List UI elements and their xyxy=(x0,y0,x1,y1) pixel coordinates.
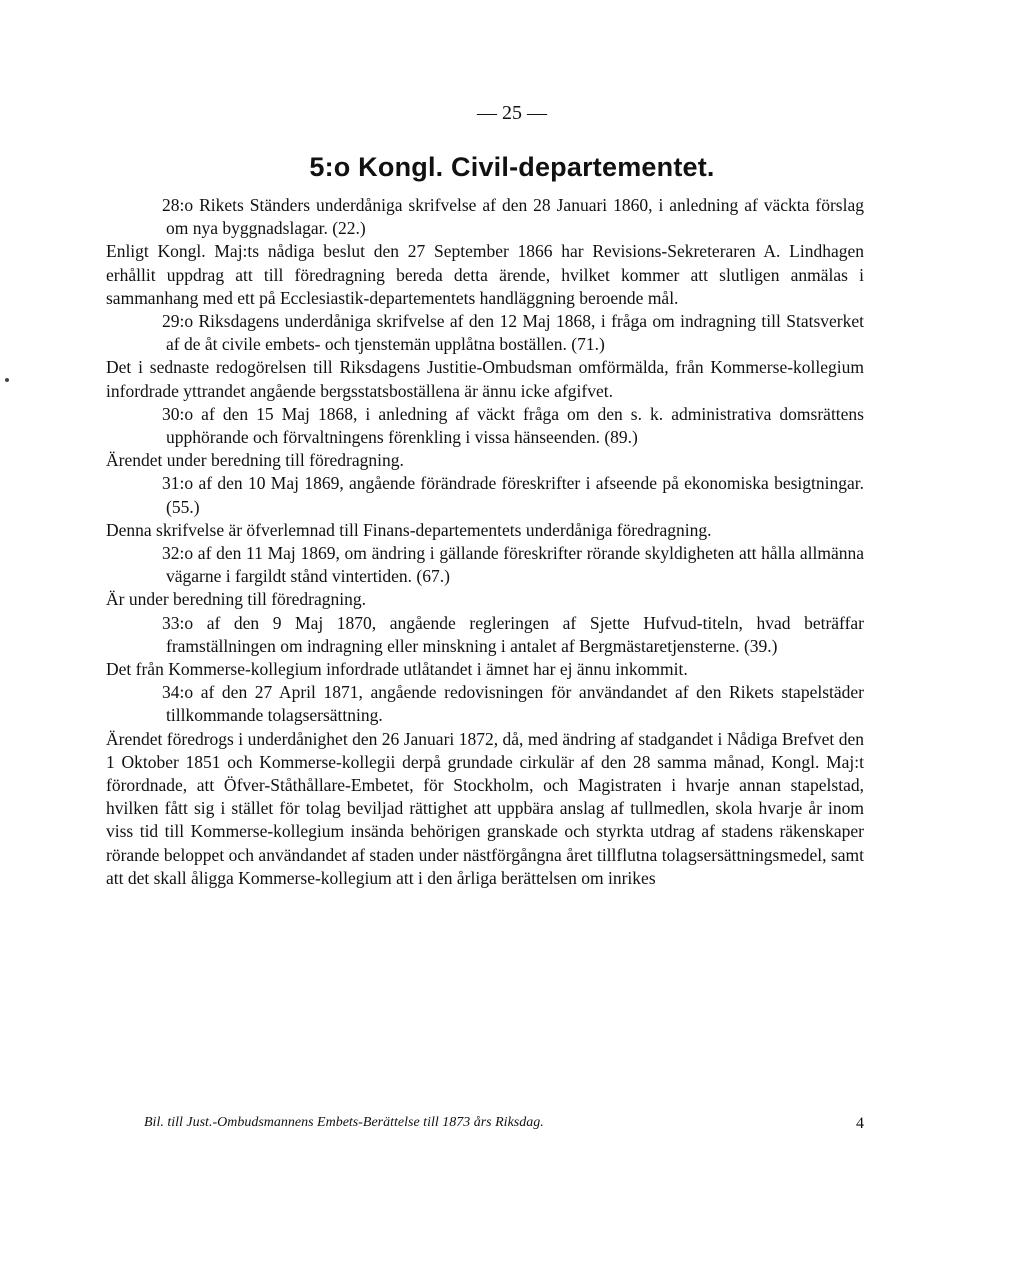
page-number: — 25 — xyxy=(477,102,547,124)
entry-note: Det från Kommerse-kollegium infordrade utlåtandet i ämnet har ej ännu inkommit. xyxy=(106,659,688,680)
entry-item: 31:o af den 10 Maj 1869, angående förändrade föreskrifter i afseende på ekonomiska besigtningar. (55.) xyxy=(162,473,864,517)
entry-note: Ärendet föredrogs i underdånighet den 26 Januari 1872, då, med ändring af stadgandet i Nådiga Brefvet den 1 Oktober 1851 och Kommerse-kollegii derpå grundade cirkulär af den 28 samma månad, Kongl. Maj:t förordnade, att Öfver-Ståthållare-Embetet, för Stockholm, och Magistraten i hvarje annan stapelstad, hvilken fått sig i stället för tolag beviljad rättighet att uppbära anslag af tullmedlen, skola hvarje år inom viss tid till Kommerse-kollegium insända behörigen granskade och styrkta utdrag af stadens räkenskaper rörande beloppet och användandet af staden under nästförgångna året tillflutna tolagsersättningsmedel, samt att det skall åligga Kommerse-kollegium att i den årliga berättelsen om inrikes xyxy=(106,728,864,888)
entry-item: 28:o Rikets Ständers underdåniga skrifvelse af den 28 Januari 1860, i anledning af väckta förslag om nya byggnadslagar. (22.) xyxy=(162,195,864,239)
entry-item: 30:o af den 15 Maj 1868, i anledning af väckt fråga om den s. k. administrativa domsrättens upphörande och förvaltningens förenkling i vissa hänseenden. (89.) xyxy=(162,403,864,448)
entry-item: 33:o af den 9 Maj 1870, angående regleringen af Sjette Hufvud-titeln, hvad beträffar framställningen om indragning eller minskning i antalet af Bergmästaretjensterne. (39.) xyxy=(162,612,864,656)
document-body xyxy=(106,194,864,890)
signature-mark: 4 xyxy=(856,1115,864,1132)
entry-note: Denna skrifvelse är öfverlemnad till Finans-departementets underdåniga föredragning. xyxy=(106,519,712,540)
entry-note: Är under beredning till föredragning. xyxy=(106,589,366,610)
margin-speck xyxy=(5,378,9,382)
entry-item: 29:o Riksdagens underdåniga skrifvelse af den 12 Maj 1868, i fråga om indragning till Statsverket af de åt civile embets- och tjenstemän upplåtna boställen. (71.) xyxy=(162,311,864,355)
page-footer xyxy=(144,1115,864,1133)
entry-item: 32:o af den 11 Maj 1869, om ändring i gällande föreskrifter rörande skyldigheten att hålla allmänna vägarne i fargildt stånd vintertiden. (67.) xyxy=(162,543,864,587)
footer-caption: Bil. till Just.-Ombudsmannens Embets-Berättelse till 1873 års Riksdag. xyxy=(144,1115,544,1130)
entry-note: Ärendet under beredning till föredragning. xyxy=(106,450,404,471)
entry-note: Enligt Kongl. Maj:ts nådiga beslut den 27 September 1866 har Revisions-Sekreteraren A. Lindhagen erhållit uppdrag att till föredragning bereda detta ärende, hvilket kommer att slutligen anmälas i sammanhang med ett på Ecclesiastik-departementets handläggning beroende mål. xyxy=(106,241,864,308)
entry-item: 34:o af den 27 April 1871, angående redovisningen för användandet af den Rikets stapelstäder tillkommande tolagsersättning. xyxy=(162,682,864,726)
section-heading: 5:o Kongl. Civil-departementet. xyxy=(309,152,715,182)
entry-note: Det i sednaste redogörelsen till Riksdagens Justitie-Ombudsman omförmälda, från Kommerse-kollegium infordrade yttrandet angående bergsstatsboställena är ännu icke afgifvet. xyxy=(106,357,864,401)
